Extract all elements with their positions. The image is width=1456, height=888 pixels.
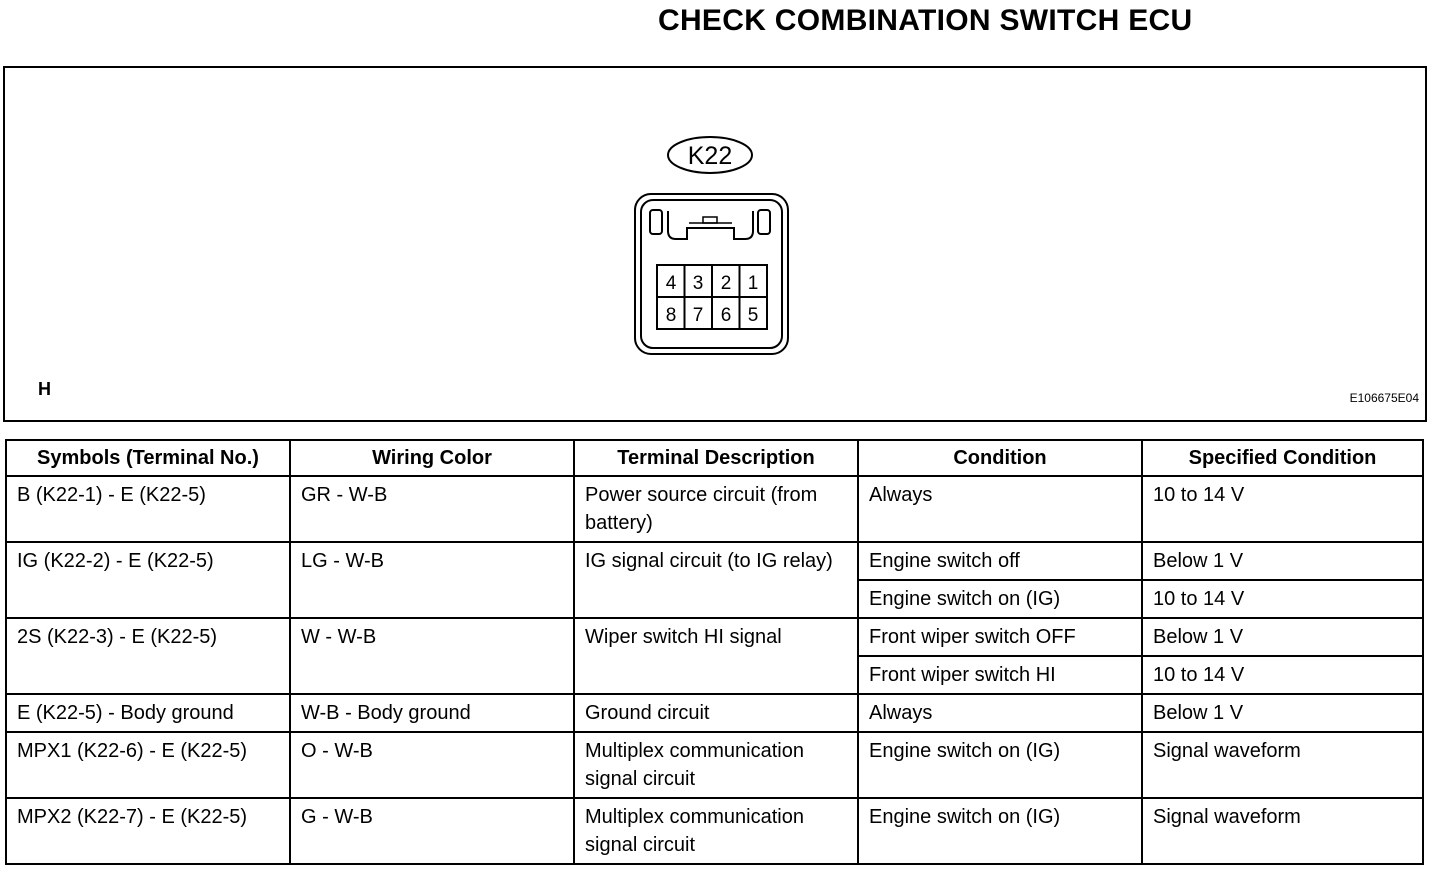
table-row: [6, 798, 1423, 864]
column-header: Condition: [858, 440, 1142, 476]
pin-number: 5: [747, 305, 759, 326]
page-title: CHECK COMBINATION SWITCH ECU: [658, 4, 1193, 37]
figure-code: E106675E04: [1349, 391, 1419, 405]
connector-label: K22: [687, 142, 733, 170]
description-cell: IG signal circuit (to IG relay): [574, 542, 858, 618]
symbol-cell: MPX2 (K22-7) - E (K22-5): [6, 798, 290, 864]
description-cell: Power source circuit (from battery): [574, 476, 858, 542]
spec-cell: Signal waveform: [1142, 798, 1423, 864]
description-cell: Multiplex communication signal circuit: [574, 798, 858, 864]
column-header: Symbols (Terminal No.): [6, 440, 290, 476]
pin-number: 2: [720, 273, 732, 294]
table-row: [6, 694, 1423, 732]
pin-number: 6: [720, 305, 732, 326]
symbol-cell: MPX1 (K22-6) - E (K22-5): [6, 732, 290, 798]
column-header: Wiring Color: [290, 440, 574, 476]
condition-cell: Always: [858, 476, 1142, 542]
wiring-cell: LG - W-B: [290, 542, 574, 618]
condition-cell: Engine switch off: [858, 542, 1142, 580]
spec-cell: 10 to 14 V: [1142, 580, 1423, 618]
table-row: [6, 732, 1423, 798]
spec-cell: Signal waveform: [1142, 732, 1423, 798]
spec-cell: Below 1 V: [1142, 542, 1423, 580]
description-cell: Multiplex communication signal circuit: [574, 732, 858, 798]
description-cell: Wiper switch HI signal: [574, 618, 858, 694]
spec-cell: 10 to 14 V: [1142, 476, 1423, 542]
connector-housing: [635, 194, 788, 354]
wiring-cell: GR - W-B: [290, 476, 574, 542]
column-header: Terminal Description: [574, 440, 858, 476]
symbol-cell: E (K22-5) - Body ground: [6, 694, 290, 732]
pin-number: 8: [665, 305, 677, 326]
connector-label-oval: [668, 137, 752, 173]
figure-corner-letter: H: [38, 379, 51, 399]
condition-cell: Front wiper switch HI: [858, 656, 1142, 694]
condition-cell: Front wiper switch OFF: [858, 618, 1142, 656]
wiring-cell: G - W-B: [290, 798, 574, 864]
connector-figure: [3, 66, 1427, 422]
table-row: [6, 618, 1423, 656]
spec-cell: Below 1 V: [1142, 618, 1423, 656]
terminal-spec-table: [5, 439, 1424, 865]
spec-cell: 10 to 14 V: [1142, 656, 1423, 694]
symbol-cell: 2S (K22-3) - E (K22-5): [6, 618, 290, 694]
pin-number: 3: [692, 273, 704, 294]
wiring-cell: O - W-B: [290, 732, 574, 798]
condition-cell: Always: [858, 694, 1142, 732]
spec-cell: Below 1 V: [1142, 694, 1423, 732]
table-row: [6, 476, 1423, 542]
wiring-cell: W - W-B: [290, 618, 574, 694]
pin-number: 1: [747, 273, 759, 294]
wiring-cell: W-B - Body ground: [290, 694, 574, 732]
pin-number: 7: [692, 305, 704, 326]
condition-cell: Engine switch on (IG): [858, 798, 1142, 864]
description-cell: Ground circuit: [574, 694, 858, 732]
condition-cell: Engine switch on (IG): [858, 580, 1142, 618]
column-header: Specified Condition: [1142, 440, 1423, 476]
connector-diagram: [5, 68, 1425, 420]
symbol-cell: IG (K22-2) - E (K22-5): [6, 542, 290, 618]
table-row: [6, 542, 1423, 580]
pin-number: 4: [665, 273, 677, 294]
condition-cell: Engine switch on (IG): [858, 732, 1142, 798]
table-header-row: [6, 440, 1423, 476]
symbol-cell: B (K22-1) - E (K22-5): [6, 476, 290, 542]
